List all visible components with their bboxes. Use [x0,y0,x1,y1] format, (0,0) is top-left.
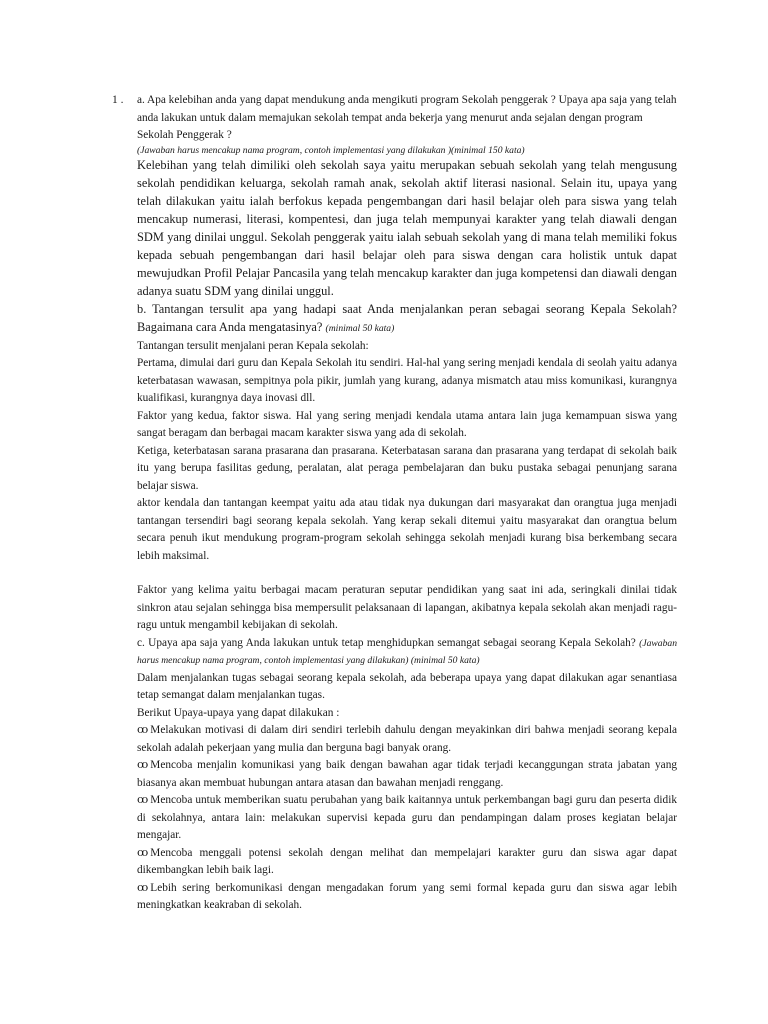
answer-c-item-2-text: Mencoba menjalin komunikasi yang baik dengan bawahan agar tidak terjadi kecanggungan strata jabatan yang biasanya akan membuat hubungan antara atasan dan bawahan menjadi renggang. [137,759,677,789]
bullet-icon: ꝏ [137,759,148,771]
paragraph-gap [137,565,677,582]
answer-b-point-5: Faktor yang kelima yaitu berbagai macam peraturan seputar pendidikan yang saat ini ada, seringkali dinilai tidak sinkron atau sejalan sehingga bisa mempersulit pelaksanaan di lapangan, akibatnya kepala sekolah akan menjadi ragu-ragu untuk mengambil kebijakan di sekolah. [137,584,677,631]
item-number: 1 . [112,94,124,106]
answer-c-item-2 [137,757,677,792]
answer-c-item-3-text: Mencoba untuk memberikan suatu perubahan yang baik kaitannya untuk perkembangan bagi guru dan peserta didik di sekolahnya, antara lain: melakukan supervisi kepada guru dan pendampingan dalam proses kegiatan belajar mengajar. [137,794,677,841]
bullet-icon: ꝏ [137,724,148,736]
document-body [137,92,677,915]
question-b-text: b. Tantangan tersulit apa yang hadapi saat Anda menjalankan peran sebagai seorang Kepala Sekolah? Bagaimana cara Anda mengatasinya? [137,301,677,334]
answer-c-item-4-text: Mencoba menggali potensi sekolah dengan melihat dan mempelajari karakter guru dan siswa agar dapat dikembangkan lebih baik lagi. [137,846,677,876]
question-c-note: (Jawaban harus mencakup nama program, contoh implementasi yang dilakukan) (minimal 50 kata) [137,637,677,666]
answer-c-item-5-text: Lebih sering berkomunikasi dengan mengadakan forum yang semi formal kepada guru dan siswa agar lebih meningkatkan keakraban di sekolah. [137,881,677,911]
answer-b-point-1: Pertama, dimulai dari guru dan Kepala Sekolah itu sendiri. Hal-hal yang sering menjadi kendala di seolah yaitu adanya keterbatasan wawasan, sempitnya pola pikir, jumlah yang kurang, adanya mismatch atau miss komunikasi, kurangnya kualifikasi, kurangnya daya inovasi dll. [137,357,677,404]
question-c [137,635,677,670]
question-a: a. Apa kelebihan anda yang dapat mendukung anda mengikuti program Sekolah penggerak ? Upaya apa saja yang telah anda lakukan untuk dalam memajukan sekolah tempat anda bekerja yang menurut anda sejalan dengan program Sekolah Penggerak ? [137,94,677,141]
bullet-icon: ꝏ [137,846,148,859]
answer-b-point-3: Ketiga, keterbatasan sarana prasarana dan prasarana. Keterbatasan sarana dan prasarana yang terdapat di sekolah baik itu yang berupa fasilitas gedung, peralatan, alat peraga pembelajaran dan buku pustaka sebagai penunjang sarana belajar siswa. [137,444,677,492]
bullet-icon: ꝏ [137,794,148,806]
answer-b-point-2: Faktor yang kedua, faktor siswa. Hal yang sering menjadi kendala utama antara lain juga kemampuan siswa yang sangat beragam dan berbagai macam karakter siswa yang ada di sekolah. [137,409,677,439]
answer-c-list-title: Berikut Upaya-upaya yang dapat dilakukan : [137,706,340,719]
question-a-note: (Jawaban harus mencakup nama program, contoh implementasi yang dilakukan )(minimal 150 kata) [137,144,525,156]
question-b-note: (minimal 50 kata) [325,322,395,334]
answer-c-item-1 [137,722,677,757]
answer-b-point-4: aktor kendala dan tantangan keempat yaitu ada atau tidak nya dukungan dari masyarakat dan orangtua juga menjadi tantangan tersendiri bagi seorang kepala sekolah. Yang kerap sekali ditemui yaitu masyarakat dan orangtua belum secara penuh ikut mendukung program-program sekolah sehingga sekolah menjadi kurang bisa berkembang secara lebih maksimal. [137,497,677,562]
question-c-text: c. Upaya apa saja yang Anda lakukan untuk tetap menghidupkan semangat sebagai seorang Kepala Sekolah? [137,636,636,649]
answer-c-item-3 [137,792,677,845]
bullet-icon: ꝏ [137,881,148,894]
answer-c-item-4 [137,845,677,880]
answer-c-item-5 [137,880,677,915]
question-b [137,300,677,338]
answer-a: Kelebihan yang telah dimiliki oleh sekolah saya yaitu merupakan sebuah sekolah yang telah mengusung sekolah pendidikan keluarga, sekolah ramah anak, sekolah aktif literasi nasional. Selain itu, upaya yang telah dilakukan yaitu ialah berfokus kepada pengembangan dari hasil belajar oleh para siswa yang telah mencakup numerasi, literasi, kompentesi, dan juga telah mempunyai karakter yang telah diawali dengan SDM yang dinilai unggul. Sekolah penggerak yaitu ialah sebuah sekolah yang di mana telah memiliki fokus kepada sebuah pengembangan dari hasil belajar oleh para siswa dengan cara holistik untuk dapat mewujudkan Profil Pelajar Pancasila yang telah mencakup karakter dan juga kompetensi dan diawali dengan adanya suatu SDM yang dinilai unggul. [137,157,677,298]
answer-c-intro: Dalam menjalankan tugas sebagai seorang kepala sekolah, ada beberapa upaya yang dapat dilakukan agar senantiasa tetap semangat dalam menjalankan tugas. [137,671,677,701]
answer-c-item-1-text: Melakukan motivasi di dalam diri sendiri terlebih dahulu dengan meyakinkan diri bahwa menjadi seorang kepala sekolah adalah pekerjaan yang mulia dan berguna bagi banyak orang. [137,724,677,754]
answer-b-intro: Tantangan tersulit menjalani peran Kepala sekolah: [137,339,369,352]
